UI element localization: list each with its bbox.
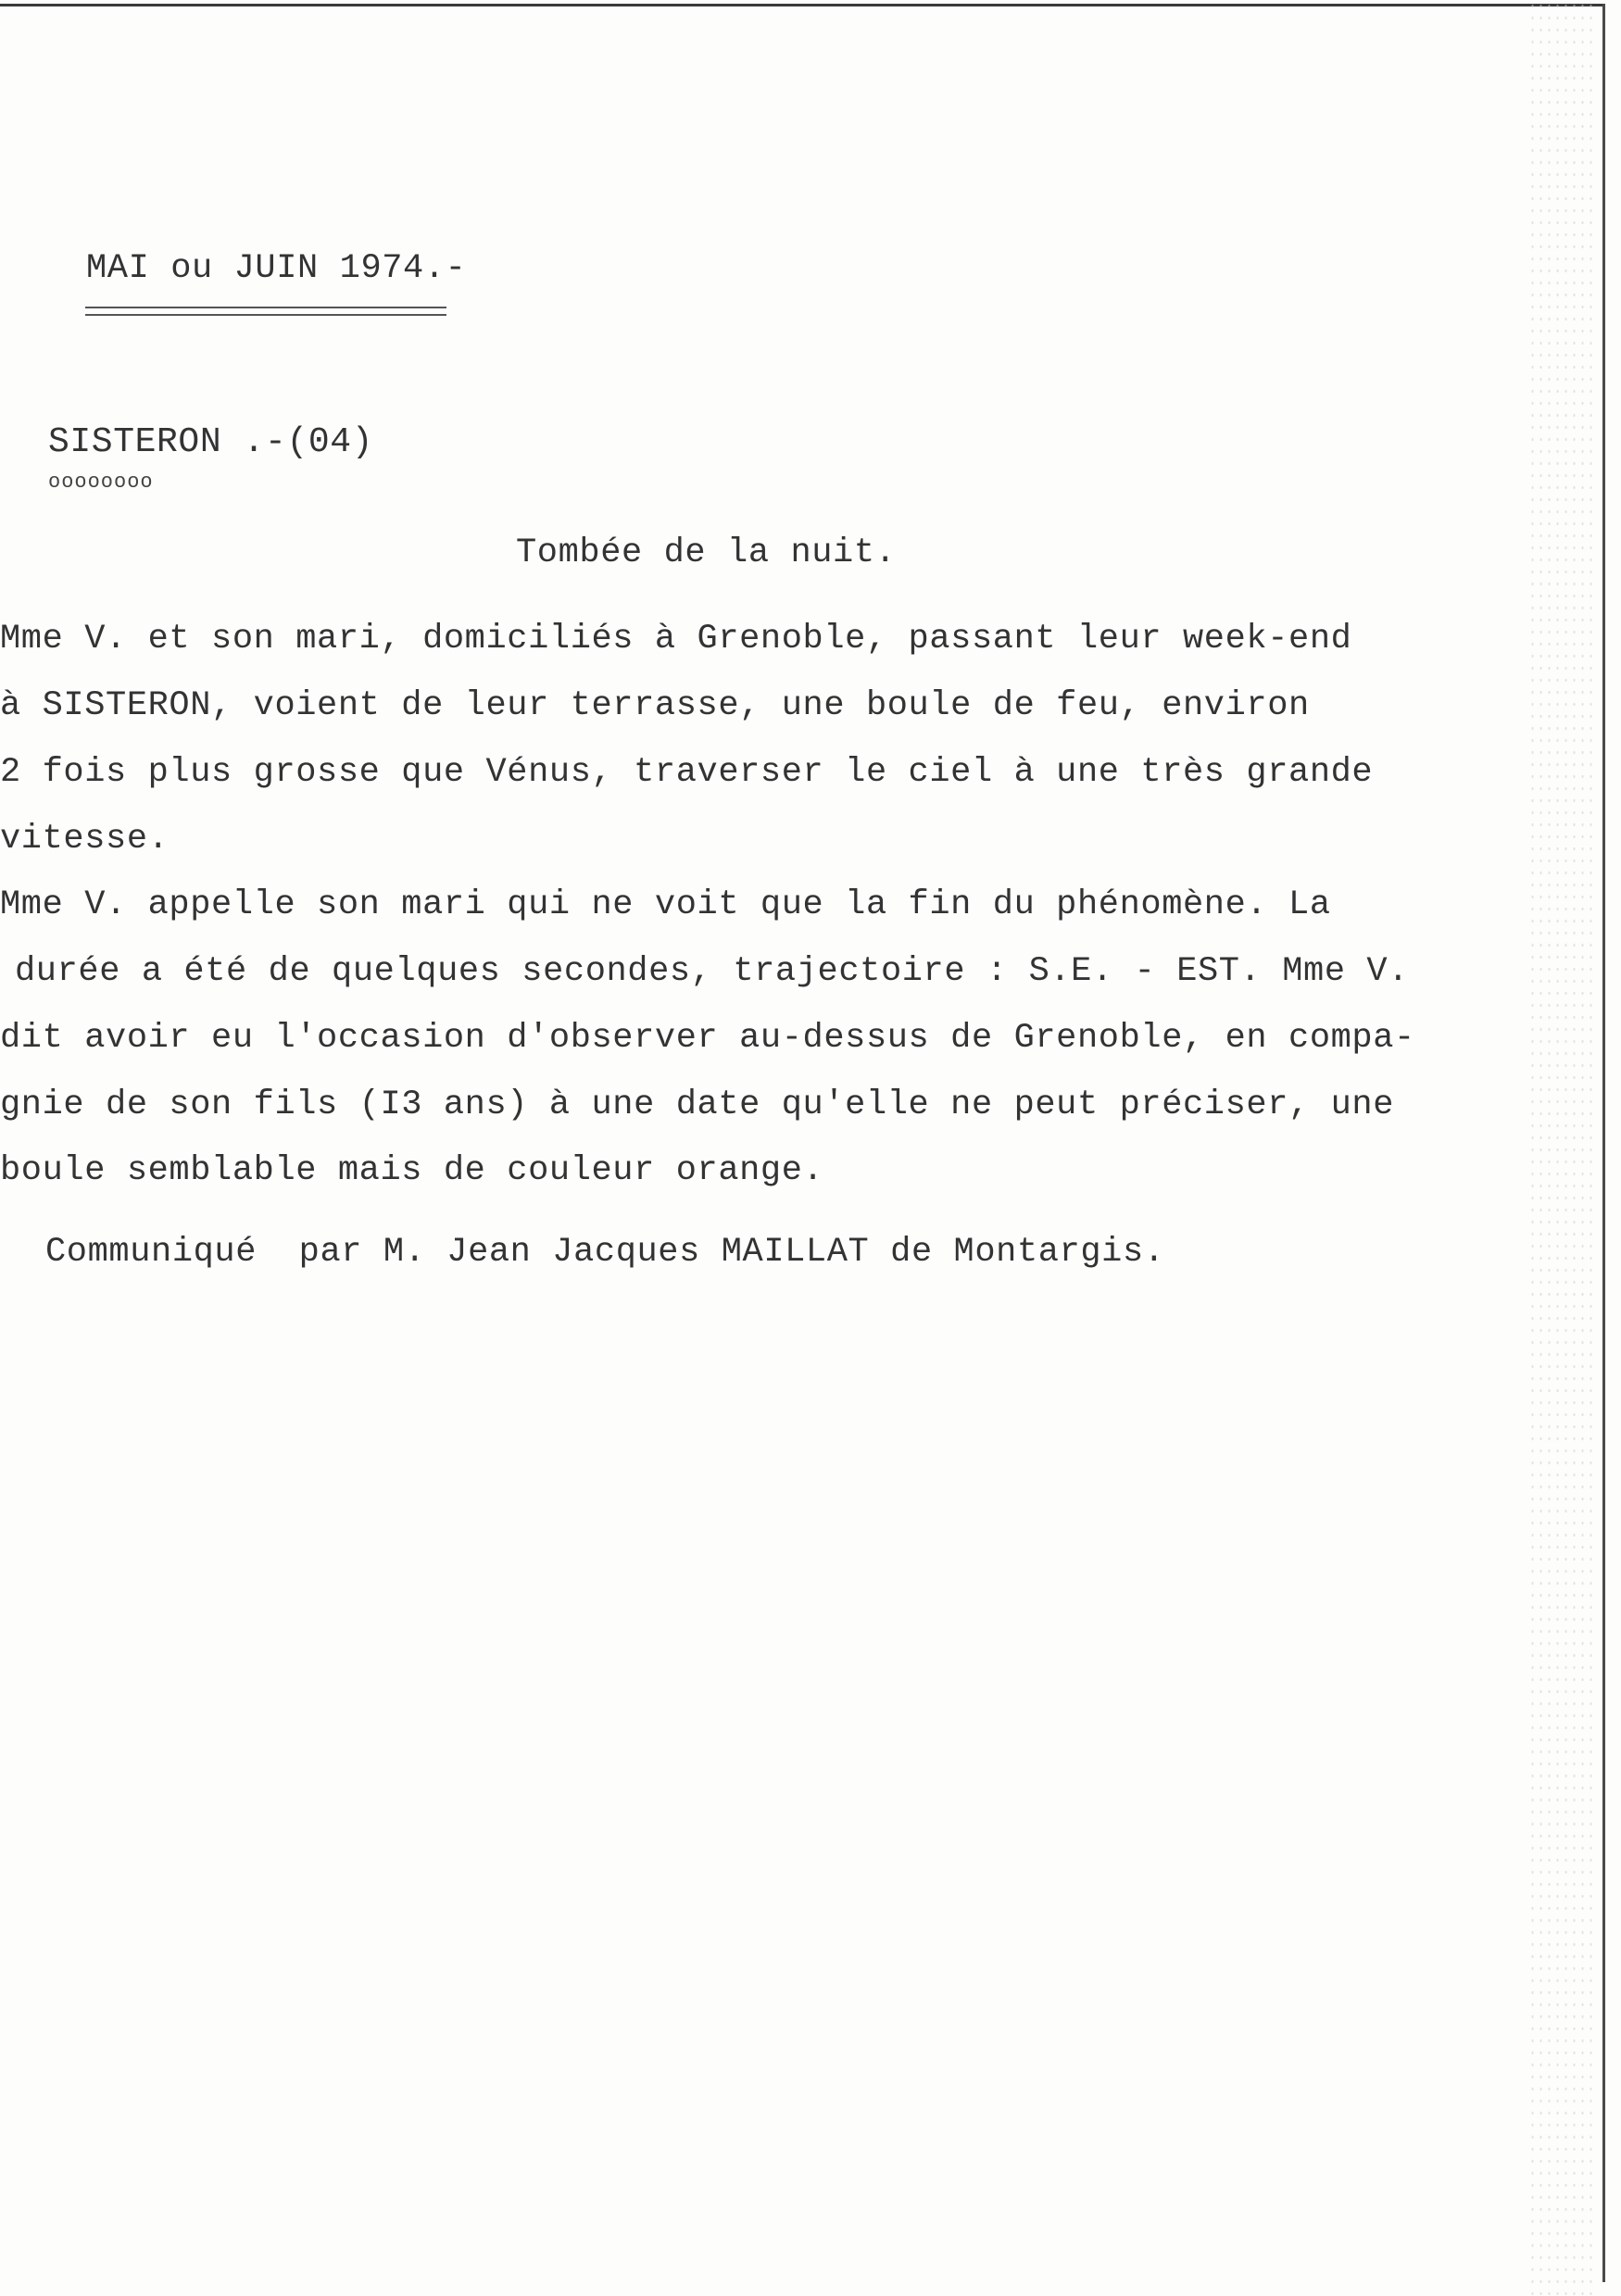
place-heading-underline: oooooooo xyxy=(48,470,154,494)
time-of-day: Tombée de la nuit. xyxy=(516,533,897,572)
body-line: dit avoir eu l'occasion d'observer au-dessus de Grenoble, en compa- xyxy=(0,1019,1415,1058)
scan-speckle xyxy=(1528,0,1593,2296)
body-line: Mme V. appelle son mari qui ne voit que la fin du phénomène. La xyxy=(0,885,1331,924)
place-heading: SISTERON .-(04) xyxy=(48,422,374,462)
top-border-rule xyxy=(0,4,1604,6)
body-line: durée a été de quelques secondes, trajectoire : S.E. - EST. Mme V. xyxy=(15,952,1410,991)
body-line: 2 fois plus grosse que Vénus, traverser le ciel à une très grande xyxy=(0,753,1374,792)
right-border-rule xyxy=(1602,4,1605,2282)
body-line: gnie de son fils (I3 ans) à une date qu'elle ne peut préciser, une xyxy=(0,1085,1395,1124)
date-heading: MAI ou JUIN 1974.- xyxy=(86,249,467,288)
body-line: vitesse. xyxy=(0,820,170,859)
date-heading-underline xyxy=(85,307,446,316)
body-line: Mme V. et son mari, domiciliés à Grenoble, passant leur week-end xyxy=(0,620,1352,659)
body-line: à SISTERON, voient de leur terrasse, une boule de feu, environ xyxy=(0,686,1310,725)
credit-line: Communiqué par M. Jean Jacques MAILLAT de Montargis. xyxy=(45,1233,1165,1272)
body-line: boule semblable mais de couleur orange. xyxy=(0,1151,824,1190)
